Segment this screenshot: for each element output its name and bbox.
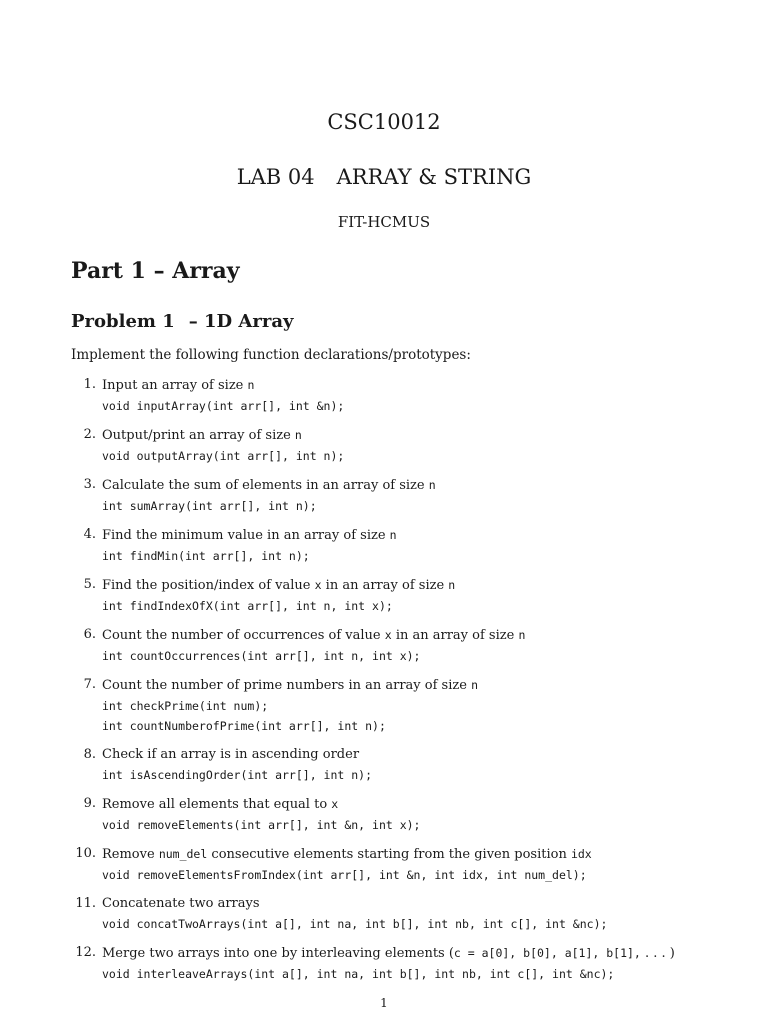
description-text: in an array of size bbox=[391, 628, 519, 643]
list-item bbox=[71, 625, 751, 666]
problem-heading bbox=[71, 311, 293, 332]
item-number: 9. bbox=[83, 796, 96, 811]
description-text: Count the number of occurrences of value bbox=[102, 628, 385, 643]
function-list bbox=[71, 375, 751, 993]
item-number: 3. bbox=[83, 477, 96, 492]
function-signature: int countOccurrences(int arr[], int n, int x); bbox=[102, 649, 421, 663]
function-signature: void removeElements(int arr[], int &n, int x); bbox=[102, 818, 421, 832]
page-number: 1 bbox=[380, 996, 388, 1010]
function-signature: int findMin(int arr[], int n); bbox=[102, 549, 310, 563]
inline-code: n bbox=[294, 428, 302, 442]
function-signature: void removeElementsFromIndex(int arr[], int &n, int idx, int num_del); bbox=[102, 868, 587, 882]
inline-code: x bbox=[314, 578, 322, 592]
item-number: 8. bbox=[83, 747, 96, 762]
item-number: 12. bbox=[75, 945, 96, 960]
item-number: 4. bbox=[83, 527, 96, 542]
inline-code: n bbox=[428, 478, 436, 492]
item-number: 11. bbox=[75, 896, 96, 911]
function-signature: int findIndexOfX(int arr[], int n, int x); bbox=[102, 599, 393, 613]
function-signature: int sumArray(int arr[], int n); bbox=[102, 499, 317, 513]
description-text: Concatenate two arrays bbox=[102, 896, 260, 911]
problem-intro: Implement the following function declarations/prototypes: bbox=[71, 347, 471, 363]
problem-label: Problem 1 bbox=[71, 311, 175, 332]
organization: FIT-HCMUS bbox=[337, 213, 431, 231]
item-number: 10. bbox=[75, 846, 96, 861]
description-text: Remove all elements that equal to bbox=[102, 797, 332, 812]
item-number: 5. bbox=[83, 577, 96, 592]
function-signature: void interleaveArrays(int a[], int na, int b[], int nb, int c[], int &nc); bbox=[102, 967, 615, 981]
function-signature: void inputArray(int arr[], int &n); bbox=[102, 399, 345, 413]
function-signature: void outputArray(int arr[], int n); bbox=[102, 449, 345, 463]
list-item bbox=[71, 375, 751, 416]
course-code: CSC10012 bbox=[327, 110, 441, 134]
item-number: 6. bbox=[83, 627, 96, 642]
item-description bbox=[102, 528, 397, 543]
description-text: Count the number of prime numbers in an array of size bbox=[102, 678, 472, 693]
item-description bbox=[102, 797, 338, 812]
description-text: Merge two arrays into one by interleaving elements ( bbox=[102, 946, 454, 961]
inline-code: n bbox=[471, 678, 478, 692]
part-heading: Part 1 – Array bbox=[71, 258, 240, 284]
item-number: 2. bbox=[83, 427, 96, 442]
description-text: Remove bbox=[102, 847, 159, 862]
item-description bbox=[102, 946, 675, 961]
inline-code: n bbox=[448, 578, 456, 592]
item-number: 1. bbox=[83, 377, 96, 392]
description-text: . . . ) bbox=[640, 946, 675, 961]
lab-number: LAB 04 bbox=[236, 165, 315, 189]
list-item bbox=[71, 745, 751, 785]
item-description bbox=[102, 896, 260, 911]
list-item bbox=[71, 844, 751, 885]
item-number: 7. bbox=[83, 677, 96, 692]
lab-title bbox=[0, 165, 768, 189]
inline-code: c = a[0], b[0], a[1], b[1], bbox=[453, 946, 641, 960]
list-item bbox=[71, 525, 751, 566]
inline-code: x bbox=[331, 797, 339, 811]
item-description bbox=[102, 678, 478, 693]
function-signature: int countNumberofPrime(int arr[], int n); bbox=[102, 719, 386, 733]
item-description bbox=[102, 578, 455, 593]
description-text: Find the position/index of value bbox=[102, 578, 315, 593]
item-description bbox=[102, 747, 359, 762]
item-description bbox=[102, 428, 302, 443]
description-text: consecutive elements starting from the given position bbox=[207, 847, 571, 862]
inline-code: idx bbox=[570, 847, 592, 861]
inline-code: n bbox=[389, 528, 397, 542]
description-text: Output/print an array of size bbox=[102, 428, 295, 443]
list-item bbox=[71, 894, 751, 934]
list-item bbox=[71, 475, 751, 516]
item-description bbox=[102, 378, 254, 393]
problem-title: – 1D Array bbox=[188, 311, 294, 332]
list-item bbox=[71, 425, 751, 466]
function-signature: int checkPrime(int num); bbox=[102, 699, 269, 713]
item-description bbox=[102, 847, 592, 862]
description-text: Find the minimum value in an array of size bbox=[102, 528, 390, 543]
description-text: Check if an array is in ascending order bbox=[102, 747, 360, 762]
inline-code: x bbox=[384, 628, 392, 642]
item-description bbox=[102, 478, 436, 493]
description-text: Calculate the sum of elements in an array of size bbox=[102, 478, 429, 493]
list-item bbox=[71, 794, 751, 835]
list-item bbox=[71, 675, 751, 736]
inline-code: n bbox=[518, 628, 526, 642]
function-signature: int isAscendingOrder(int arr[], int n); bbox=[102, 768, 373, 782]
inline-code: num_del bbox=[158, 847, 208, 861]
function-signature: void concatTwoArrays(int a[], int na, int b[], int nb, int c[], int &nc); bbox=[102, 917, 608, 931]
list-item bbox=[71, 575, 751, 616]
lab-topic: ARRAY & STRING bbox=[336, 165, 532, 189]
description-text: Input an array of size bbox=[102, 378, 248, 393]
description-text: in an array of size bbox=[321, 578, 449, 593]
list-item bbox=[71, 943, 751, 984]
inline-code: n bbox=[247, 378, 255, 392]
item-description bbox=[102, 628, 525, 643]
